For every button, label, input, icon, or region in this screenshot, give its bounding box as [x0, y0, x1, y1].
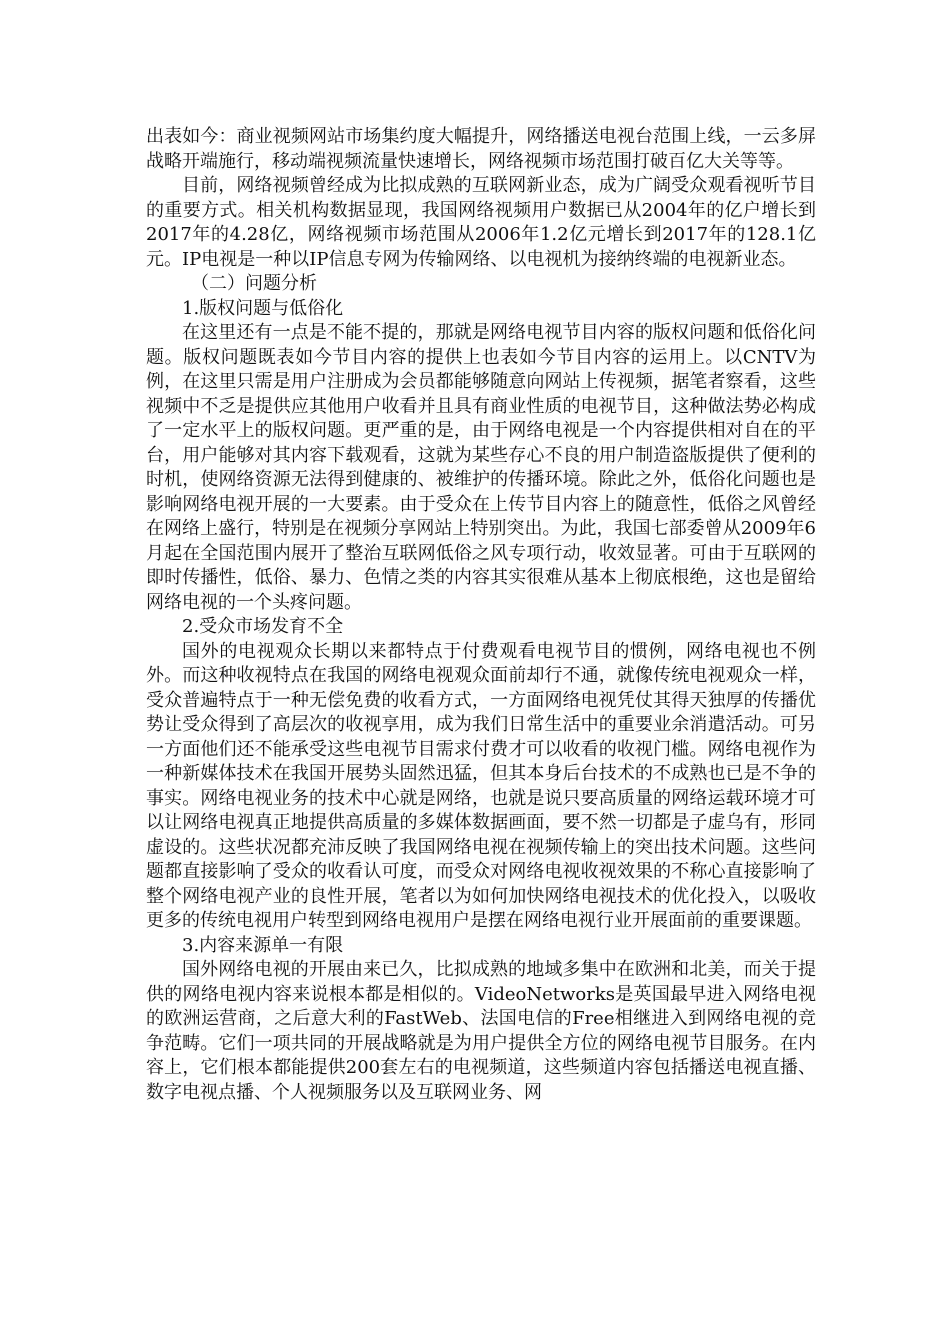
subheading-audience-market: 2.受众市场发育不全 [182, 616, 344, 637]
subheading-copyright: 1.版权问题与低俗化 [182, 297, 344, 319]
subheading-content-source: 3.内容来源单一有限 [182, 934, 344, 956]
paragraph-current-status: 目前，网络视频曾经成为比拟成熟的互联网新业态，成为广阔受众观看视听节目的重要方式。相关机构数据显现，我国网络视频用户数据已从2004年的亿户增长到2017年的4.28亿，网络视频市场范围从2006年1.2亿元增长到2017年的128.1亿元。IP电视是一种以IP信息专网为传输网络、以电视机为接纳终端的电视新业态。 [146, 175, 816, 270]
section-heading-problem-analysis: （二）问题分析 [191, 273, 317, 294]
paragraph-continuation: 出表如今：商业视频网站市场集约度大幅提升，网络播送电视台范围上线，一云多屏战略开端施行，移动端视频流量快速增长，网络视频市场范围打破百亿大关等等。 [146, 126, 816, 172]
paragraph-audience-market: 国外的电视观众长期以来都特点于付费观看电视节目的惯例，网络电视也不例外。而这种收视特点在我国的网络电视观众面前却行不通，就像传统电视观众一样，受众普遍特点于一种无偿免费的收看方式，一方面网络电视凭仗其得天独厚的传播优势让受众得到了高层次的收视享用，成为我们日常生活中的重要业余消遣活动。可另一方面他们还不能承受这些电视节目需求付费才可以收看的收视门槛。网络电视作为一种新媒体技术在我国开展势头固然迅猛，但其本身后台技术的不成熟也已是不争的事实。网络电视业务的技术中心就是网络，也就是说只要高质量的网络运载环境才可以让网络电视真正地提供高质量的多媒体数据画面，要不然一切都是子虚乌有，形同虚设的。这些状况都充沛反映了我国网络电视在视频传输上的突出技术问题。这些问题都直接影响了受众的收看认可度，而受众对网络电视收视效果的不称心直接影响了整个网络电视产业的良性开展，笔者以为如何加快网络电视技术的优化投入，以吸收更多的传统电视用户转型到网络电视用户是摆在网络电视行业开展面前的重要课题。 [146, 640, 816, 931]
document-page [146, 125, 816, 1105]
paragraph-content-source: 国外网络电视的开展由来已久，比拟成熟的地域多集中在欧洲和北美，而关于提供的网络电视内容来说根本都是相似的。VideoNetworks是英国最早进入网络电视的欧洲运营商，之后意大利的FastWeb、法国电信的Free相继进入到网络电视的竞争范畴。它们一项共同的开展战略就是为用户提供全方位的网络电视节目服务。在内容上，它们根本都能提供200套左右的电视频道，这些频道内容包括播送电视直播、数字电视点播、个人视频服务以及互联网业务、网 [146, 959, 816, 1103]
paragraph-copyright: 在这里还有一点是不能不提的，那就是网络电视节目内容的版权问题和低俗化问题。版权问题既表如今节目内容的提供上也表如今节目内容的运用上。以CNTV为例，在这里只需是用户注册成为会员都能够随意向网站上传视频，据笔者察看，这些视频中不乏是提供应其他用户收看并且具有商业性质的电视节目，这种做法势必构成了一定水平上的版权问题。更严重的是，由于网络电视是一个内容提供相对自在的平台，用户能够对其内容下载观看，这就为某些存心不良的用户制造盗版提供了便利的时机，使网络资源无法得到健康的、被维护的传播环境。除此之外，低俗化问题也是影响网络电视开展的一大要素。由于受众在上传节目内容上的随意性，低俗之风曾经在网络上盛行，特别是在视频分享网站上特别突出。为此，我国七部委曾从2009年6月起在全国范围内展开了整治互联网低俗之风专项行动，收效显著。可由于互联网的即时传播性，低俗、暴力、色情之类的内容其实很难从基本上彻底根绝，这也是留给网络电视的一个头疼问题。 [146, 322, 816, 613]
